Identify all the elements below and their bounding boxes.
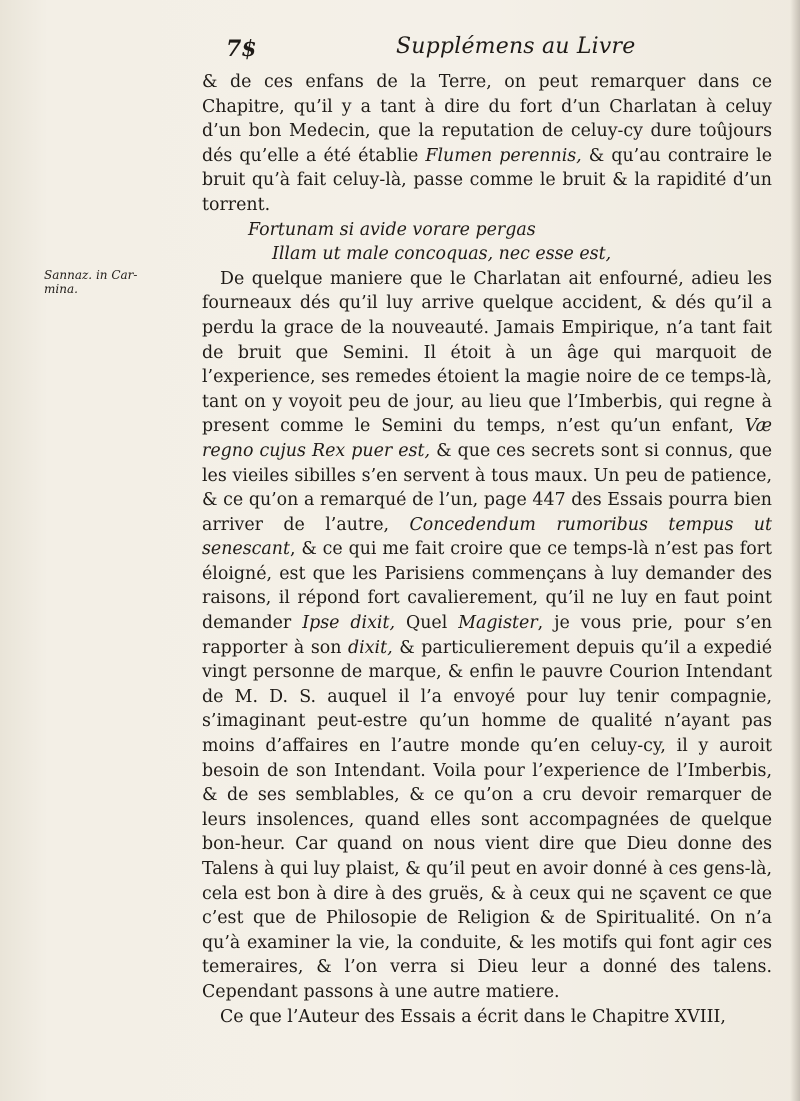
page-header [226,22,696,62]
paragraph-2-i: , je vous prie, pour s’en rapporter à son [202,613,773,658]
verse-line-1: Fortunam si avide vorare pergas [248,219,536,240]
paragraph-1-tail: & qu’au contraire le bruit qu’à fait celuy-là, passe comme le bruit & la rapidité d’un torrent. [202,145,772,215]
paragraph-2-h-italic: Magister [458,613,538,634]
margin-note [44,268,194,296]
paragraph-1 [202,70,772,218]
last-line: Ce que l’Auteur des Essais a écrit dans le Chapitre XVIII, [220,1006,726,1027]
paragraph-2-k: & particulierement depuis qu’il a expedié vingt personne de marque, & enfin le pauvre Courion Intendant de M. D. S. auquel il l’a envoyé pour luy tenir compagnie, s’imaginant peut-estre qu’un homme de qualité n’ayant pas moins d’affaires en l’autre monde qu’en celuy-cy, il y auroit besoin de son Intendant. Voila pour l’experience de l’Imberbis, & de ses semblables, & ce qu’on a cru devoir remarquer de leurs insolences, quand elles sont accompagnées de quelque bon-heur. Car quand on nous vient dire que Dieu donne des Talens à qui luy plaist, & qu’il peut en avoir donné à ces gens-là, cela est bon à dire à des gruës, & à ceux qui ne sçavent ce que c’est que de Philosopie de Religion & de Spiritualité. On n’a qu’à examiner la vie, la conduite, & les motifs qui font agir ces temeraires, & l’on verra si Dieu leur a donné des talens. Cependant passons à une autre matiere. [202,637,772,1002]
page-number: 7$ [226,36,257,62]
margin-note-line-2: mina. [44,282,78,296]
latin-verse [202,218,772,267]
paragraph-2-g: Quel [394,613,459,634]
paragraph-2-a: De quelque maniere que le Charlatan ait enfourné, adieu les fourneaux dés qu’il luy arrive quelque accident, & dés qu’il a perdu la grace de la nouveauté. Jamais Empirique, n’a tant fait de bruit que Semini. Il étoit à un âge qui marquoit de l’experience, ses remedes étoient la magie noire de ce temps-là, tant on y voyoit peu de jour, au lieu que l’Imberbis, qui regne à present comme le Semini du temps, n’est qu’un enfant, [202,268,772,437]
page-edge-shadow [790,0,800,1101]
margin-note-line-1: Sannaz. in Car- [44,268,138,282]
main-text [202,70,772,1029]
paragraph-2-f-italic: Ipse dixit, [302,613,395,634]
paragraph-2-c: & que ces secrets sont si connus, que les vieiles sibilles s’en servent à tous maux. Un peu de patience, & ce qu’on a remarqué de l’un, page 447 des Essais pourra bien arriver de l’autre, [202,440,773,535]
paragraph-1-italic: Flumen perennis, [425,145,582,166]
paragraph-2 [202,267,772,1005]
paragraph-2-j-italic: dixit, [348,637,393,658]
paragraph-1-text: & de ces enfans de la Terre, on peut remarquer dans ce Chapitre, qu’il y a tant à dire du fort d’un Charlatan à celuy d’un bon Medecin, que la reputation de celuy-cy dure toûjours dés qu’elle a été établie [202,72,772,166]
paragraph-2-d-italic: Concedendum rumoribus tempus ut senescant [202,514,772,560]
paragraph-2-b-italic: Væ regno cujus Rex puer est, [202,416,772,461]
verse-line-2: Illam ut male concoquas, nec esse est, [272,244,612,265]
paragraph-2-e: , & ce qui me fait croire que ce temps-là n’est pas fort éloigné, est que les Parisiens commençans à luy demander des raisons, il répond fort cavalierement, qu’il ne luy en faut point demander [202,539,772,634]
running-title: Supplémens au Livre [396,34,636,59]
